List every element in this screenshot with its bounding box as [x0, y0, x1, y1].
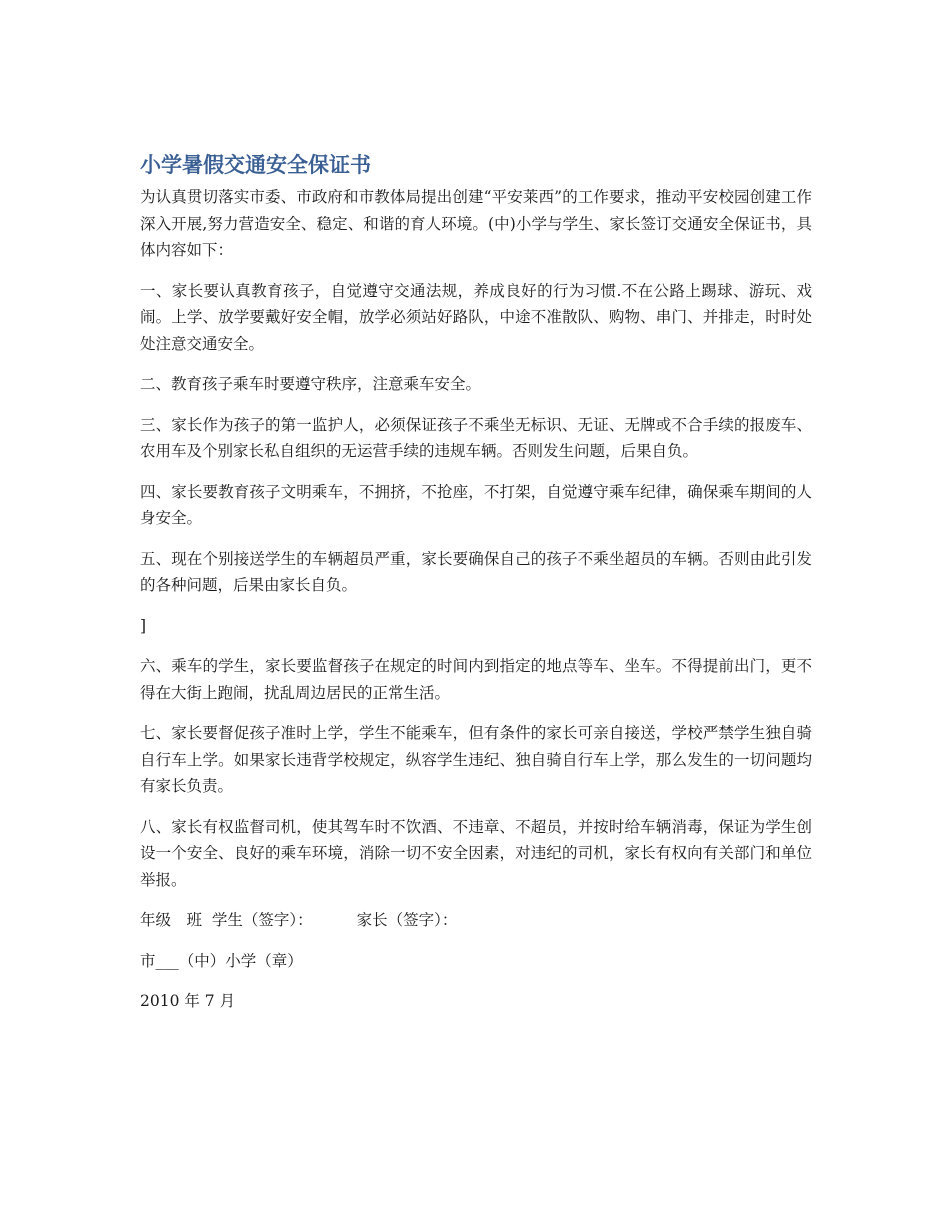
clause-2: 二、教育孩子乘车时要遵守秩序，注意乘车安全。 [140, 375, 482, 393]
clause-7: 七、家长要督促孩子准时上学，学生不能乘车，但有条件的家长可亲自接送，学校严禁学生独自骑自行车上学。如果家长违背学校规定，纵容学生违纪、独自骑自行车上学，那么发生的一切问题均有家长负责。 [140, 724, 812, 795]
intro-paragraph: 为认真贯切落实市委、市政府和市教体局提出创建“平安莱西”的工作要求，推动平安校园创建工作深入开展,努力营造安全、稳定、和谐的育人环境。(中)小学与学生、家长签订交通安全保证书，具体内容如下： [140, 188, 812, 259]
document-page [140, 150, 812, 1029]
clause-4: 四、家长要教育孩子文明乘车，不拥挤，不抢座，不打架，自觉遵守乘车纪律，确保乘车期间的人身安全。 [140, 482, 812, 527]
document-date: 2010 年 7 月 [140, 992, 236, 1010]
clause-1: 一、家长要认真教育孩子，自觉遵守交通法规，养成良好的行为习惯.不在公路上踢球、游玩、戏闹。上学、放学要戴好安全帽，放学必须站好路队，中途不准散队、购物、串门、并排走，时时处处注意交通安全。 [140, 281, 812, 353]
clause-3: 三、家长作为孩子的第一监护人，必须保证孩子不乘坐无标识、无证、无牌或不合手续的报废车、农用车及个别家长私自组织的无运营手续的违规车辆。否则发生问题，后果自负。 [140, 415, 812, 460]
clause-6: 六、乘车的学生，家长要监督孩子在规定的时间内到指定的地点等车、坐车。不得提前出门，更不得在大街上跑闹，扰乱周边居民的正常生活。 [140, 657, 812, 702]
document-title: 小学暑假交通安全保证书 [140, 153, 371, 177]
signature-line [140, 907, 812, 934]
clause-5: 五、现在个别接送学生的车辆超员严重，家长要确保自己的孩子不乘坐超员的车辆。否则由此引发的各种问题，后果由家长自负。 [140, 549, 812, 594]
school-seal-line: 市___（中）小学（章） [140, 951, 303, 970]
student-signature-label: 年级 班 学生（签字）： [140, 911, 313, 929]
parent-signature-label: 家长（签字）： [356, 911, 458, 929]
stray-bracket: ] [140, 616, 147, 635]
clause-8: 八、家长有权监督司机，使其驾车时不饮酒、不违章、不超员，并按时给车辆消毒，保证为学生创设一个安全、良好的乘车环境，消除一切不安全因素，对违纪的司机，家长有权向有关部门和单位举报。 [140, 817, 812, 889]
